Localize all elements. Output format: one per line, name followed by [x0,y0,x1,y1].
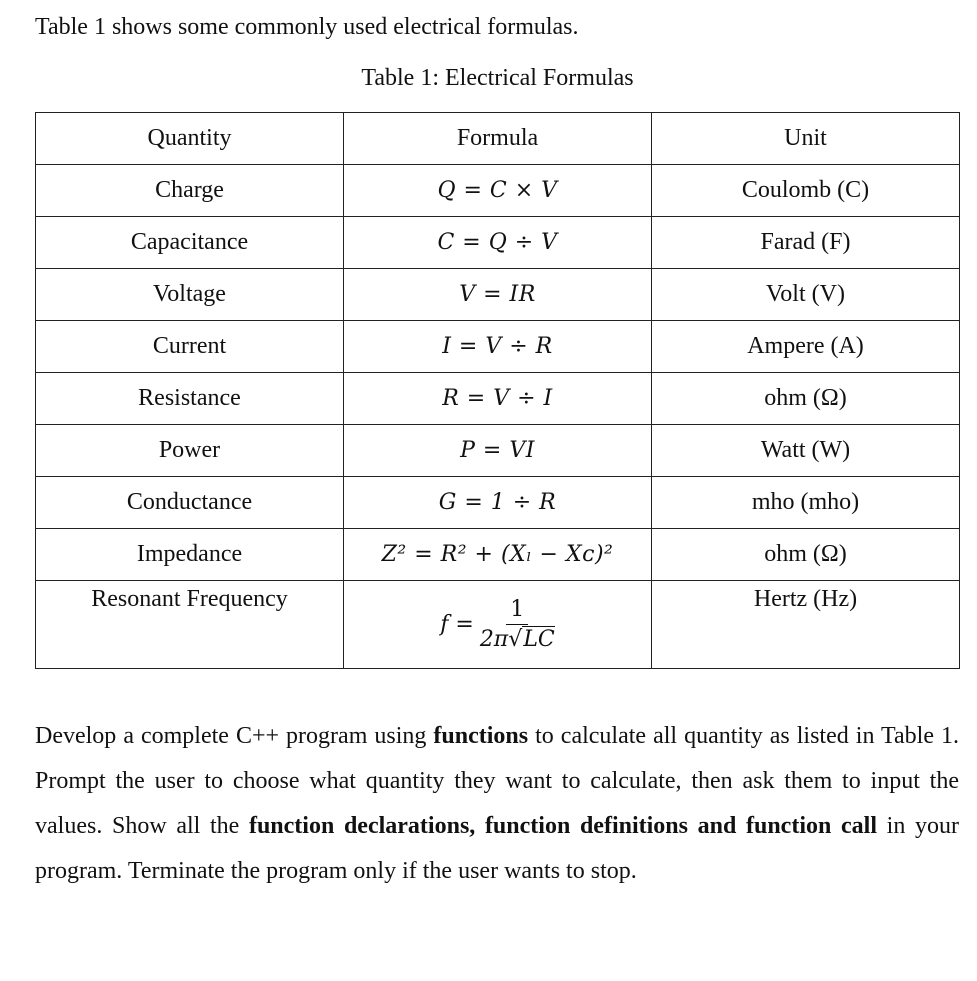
intro-text: Table 1 shows some commonly used electrical formulas. [35,14,579,40]
formula-cell [344,269,652,321]
table-row [36,581,960,669]
unit-cell: Watt (W) [652,425,960,477]
header-quantity: Quantity [36,113,344,165]
header-formula: Formula [344,113,652,165]
unit-cell: Volt (V) [652,269,960,321]
quantity-cell: Charge [36,165,344,217]
formula-lhs: f = [440,612,474,637]
table-header-row [36,113,960,165]
quantity-cell: Impedance [36,529,344,581]
formula-text: Z² = R² + (Xₗ − Xᴄ)² [381,542,614,567]
table-row [36,321,960,373]
quantity-cell: Capacitance [36,217,344,269]
table-row [36,529,960,581]
formula-cell [344,373,652,425]
sqrt-radicand: LC [523,627,555,652]
fraction-denominator [480,625,555,652]
formula-text: P = VI [460,438,535,463]
unit-cell: Ampere (A) [652,321,960,373]
quantity-cell: Conductance [36,477,344,529]
paragraph-text: to calculate all quantity as listed in Table 1. Prompt the user to choose what quantity they want to calculate, then ask them to input the values. Show all the [35,723,959,839]
quantity-cell: Resistance [36,373,344,425]
formula-cell [344,529,652,581]
formula-cell [344,581,652,669]
paragraph-bold-text: functions [433,723,529,749]
unit-cell: ohm (Ω) [652,529,960,581]
formula-cell [344,165,652,217]
table-row [36,373,960,425]
table-row [36,217,960,269]
fraction-numerator: 1 [506,597,528,625]
unit-cell: Farad (F) [652,217,960,269]
denominator-coefficient: 2π [479,627,509,652]
paragraph-bold-text: function declarations, function definitions and function call [248,813,877,839]
fraction-stack [480,597,555,652]
paragraph-text: Develop a complete C++ program using [35,723,434,749]
table-row [36,269,960,321]
paragraph-text: in your program. Terminate the program only if the user wants to stop. [35,813,959,884]
fraction-formula [440,597,555,652]
unit-cell: ohm (Ω) [652,373,960,425]
table-caption: Table 1: Electrical Formulas [361,65,634,91]
quantity-cell: Current [36,321,344,373]
table-row [36,425,960,477]
formula-cell [344,217,652,269]
formula-text: V = IR [459,282,536,307]
table-row [36,477,960,529]
formulas-table [35,112,960,669]
formula-text: C = Q ÷ V [437,230,558,255]
formula-cell [344,321,652,373]
quantity-cell: Resonant Frequency [36,581,344,669]
quantity-cell: Power [36,425,344,477]
formula-text: R = V ÷ I [442,386,553,411]
formula-text: G = 1 ÷ R [438,490,557,515]
header-unit: Unit [652,113,960,165]
sqrt-sign: √ [508,627,523,652]
formula-cell [344,425,652,477]
unit-cell: Coulomb (C) [652,165,960,217]
table-row [36,165,960,217]
unit-cell: mho (mho) [652,477,960,529]
formula-cell [344,477,652,529]
quantity-cell: Voltage [36,269,344,321]
task-paragraph [35,714,959,894]
formula-text: Q = C × V [437,178,558,203]
unit-cell: Hertz (Hz) [652,581,960,669]
formula-text: I = V ÷ R [442,334,553,359]
